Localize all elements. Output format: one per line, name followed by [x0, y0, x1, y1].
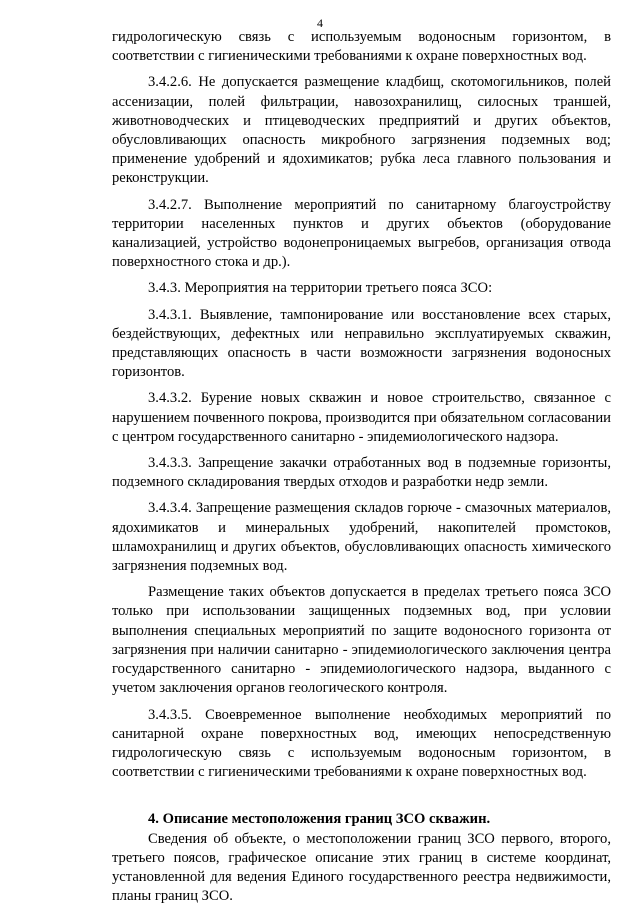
- paragraph-placement: Размещение таких объектов допускается в пределах третьего пояса ЗСО только при использовании защищенных подземных вод, при условии выполнения специальных мероприятий по защите водоносного горизонта от загрязнения при наличии санитарно - эпидемиологического заключения центра государственного санитарно - эпидемиологического надзора, выданного с учетом заключения органов геологического контроля.: [112, 584, 611, 697]
- paragraph-3-4-3-2: 3.4.3.2. Бурение новых скважин и новое строительство, связанное с нарушением почвенного покрова, производится при обязательном согласовании с центром государственного санитарно - эпидемиологического надзора.: [112, 390, 611, 445]
- section-heading: 4. Описание местоположения границ ЗСО скважин.: [148, 811, 491, 828]
- paragraph-3-4-3-1: 3.4.3.1. Выявление, тампонирование или восстановление всех старых, бездействующих, дефектных или неправильно эксплуатируемых скважин, представляющих опасность в части возможности загрязнения водоносных горизонтов.: [112, 306, 611, 381]
- paragraph-continuation: гидрологическую связь с используемым водоносным горизонтом, в соответствии с гигиеническими требованиями к охране поверхностных вод.: [112, 29, 611, 65]
- page-number: 4: [317, 16, 323, 30]
- paragraph-3-4-3-5: 3.4.3.5. Своевременное выполнение необходимых мероприятий по санитарной охране поверхностных вод, имеющих непосредственную гидрологическую связь с используемым водоносным горизонтом, в соответствии с гигиеническими требованиями к охране поверхностных вод.: [112, 706, 611, 781]
- paragraph-3-4-3-4: 3.4.3.4. Запрещение размещения складов горюче - смазочных материалов, ядохимикатов и минеральных удобрений, накопителей промстоков, шламохранилищ и других объектов, обусловливающих опасность химического загрязнения подземных вод.: [112, 500, 611, 575]
- section-paragraph: Сведения об объекте, о местоположении границ ЗСО первого, второго, третьего поясов, графическое описание этих границ в системе координат, установленной для ведения Единого государственного реестра недвижимости, планы границ ЗСО.: [112, 830, 611, 905]
- paragraph-3-4-2-6: 3.4.2.6. Не допускается размещение кладбищ, скотомогильников, полей ассенизации, полей фильтрации, навозохранилищ, силосных траншей, животноводческих и птицеводческих предприятий и других объектов, обусловливающих опасность микробного загрязнения подземных вод; применение удобрений и ядохимикатов; рубка леса главного пользования и реконструкции.: [112, 74, 611, 187]
- document-body: [112, 28, 611, 906]
- paragraph-3-4-2-7: 3.4.2.7. Выполнение мероприятий по санитарному благоустройству территории населенных пунктов и других объектов (оборудование канализацией, устройство водонепроницаемых выгребов, организация отвода поверхностного стока и др.).: [112, 196, 611, 271]
- paragraph-3-4-3-3: 3.4.3.3. Запрещение закачки отработанных вод в подземные горизонты, подземного складирования твердых отходов и разработки недр земли.: [112, 455, 611, 491]
- paragraph-3-4-3: 3.4.3. Мероприятия на территории третьего пояса ЗСО:: [148, 280, 493, 297]
